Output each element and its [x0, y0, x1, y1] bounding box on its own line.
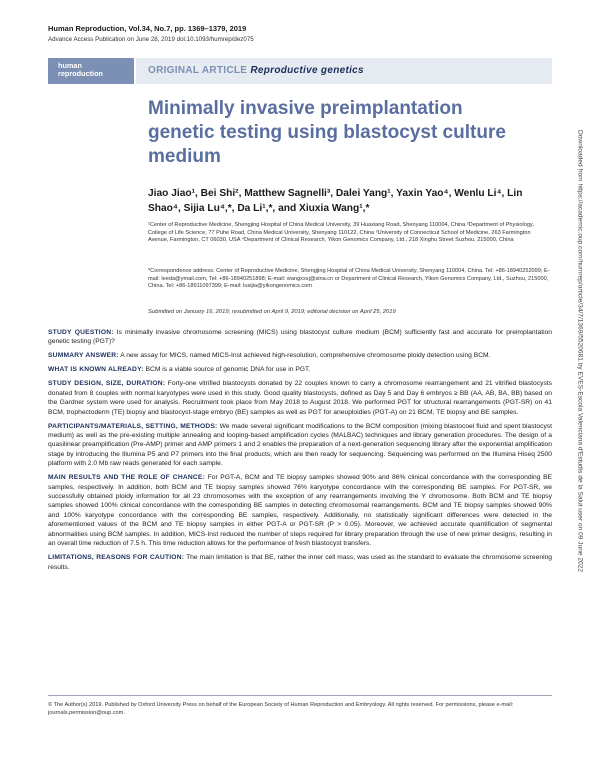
abstract-text: The main limitation is that BE, rather the inner cell mass, was used as the standard to evaluate the chromosome screening results.: [48, 554, 553, 571]
correspondence: *Correspondence address. Center of Reproductive Medicine, Shengjing Hospital of China Medical University, Shenyang 110004, China. Tel: +86-18940252099; E-mail: leeda@ymail.com, Tel: +86-18940251898; E-mail: wangxxsj@sina.cn or Department of Clinical Research, Yikon Genomics Company, Ltd., Suzhou, 215000, China. Tel: +86-18911097399; E-mail: lusijia@yikongenomics.com: [148, 268, 550, 290]
article-category: Reproductive genetics: [250, 65, 364, 76]
journal-logo: [48, 58, 134, 84]
abstract-section: [48, 365, 552, 374]
download-watermark-text: Downloaded from https://academic.oup.com/humrep/article/34/7/1369/5520681 by EVES-Escola Valenciana d'Estudis de la Salut user on 09 June 2022: [576, 130, 584, 573]
journal-citation: Human Reproduction, Vol.34, No.7, pp. 1369–1379, 2019: [48, 24, 247, 33]
abstract-label: PARTICIPANTS/MATERIALS, SETTING, METHODS:: [48, 422, 218, 430]
abstract-text: Forty-one vitrified blastocysts donated by 22 couples known to carry a chromosome rearrangement and 21 vitrified blastocysts donated from 8 couples with normal karyotypes were used in this study. Good quality blastocysts, defined as Day 5 and Day 6 embryos ≥ BB (AA, AB, BA, BB) based on the Gardner system were used for analysis. Recruitment took place from May 2018 to August 2018. We performed PGT for structural rearrangements (PGT-SR) on 41 BCM, trophectoderm (TE) biopsy and blastocyst-stage embryo (BE) samples as well as PGT for aneuploidies (PGT-A) on 21 BCM, TE biopsy and BE samples.: [48, 380, 552, 416]
abstract-label: LIMITATIONS, REASONS FOR CAUTION:: [48, 554, 185, 562]
footer-divider: [48, 695, 552, 696]
abstract-label: SUMMARY ANSWER:: [48, 352, 119, 360]
abstract-text: We made several significant modifications to the BCM composition (mixing blastocoel fluid and spent blastocyst medium) as well as the pre-existing multiple annealing and looping-based amplification cycles (MALBAC) techniques and library generation procedures. The design of a quasilinear preamplification (Pre-AMP) primer and AMP primers 1 and 2 enables the preparation of a next-generation sequencing library after the exponential amplification stage by introducing the Illumina P5 and P7 primers into the final products, which are then ready for sequencing. Sequencing was performed on the Illumina Hiseq 2500 platform with 2.0 Mb raw reads generated for each sample.: [48, 422, 553, 468]
submission-dates: Submitted on January 16, 2019; resubmitted on April 9, 2019; editorial decision on April 25, 2019: [148, 309, 396, 315]
abstract-section: [48, 328, 552, 347]
abstract-section: [48, 422, 552, 469]
download-watermark: [567, 130, 593, 690]
copyright-notice: © The Author(s) 2019. Published by Oxford University Press on behalf of the European Society of Human Reproduction and Embryology. All rights reserved. For permissions, please e-mail: journals.permission@oup.com.: [48, 702, 514, 716]
article-title: Minimally invasive preimplantation genetic testing using blastocyst culture medium: [148, 98, 506, 167]
abstract-text: Is minimally invasive chromosome screening (MICS) using blastocyst culture medium (BCM) sufficiently fast and accurate for preimplantation genetic testing (PGT)?: [48, 329, 553, 346]
abstract-section: [48, 351, 552, 360]
abstract-section: [48, 553, 552, 572]
logo-line-2: reproduction: [58, 69, 103, 78]
abstract-section: [48, 473, 552, 548]
advance-access-doi: Advance Access Publication on June 28, 2019 doi:10.1093/humrep/dez075: [48, 36, 254, 43]
structured-abstract: [48, 328, 552, 577]
abstract-label: STUDY DESIGN, SIZE, DURATION:: [48, 380, 166, 388]
abstract-label: MAIN RESULTS AND THE ROLE OF CHANCE:: [48, 474, 206, 482]
abstract-text: BCM is a viable source of genomic DNA for use in PGT.: [145, 366, 311, 374]
abstract-section: [48, 379, 552, 417]
abstract-label: WHAT IS KNOWN ALREADY:: [48, 366, 144, 374]
author-list: Jiao Jiao¹, Bei Shi², Matthew Sagnelli³, Dalei Yang¹, Yaxin Yao⁴, Wenlu Li⁴, Lin Shao⁴, Sijia Lu⁴,*, Da Li¹,*, and Xiuxia Wang¹,*: [148, 188, 523, 214]
article-type: [148, 65, 364, 76]
logo-line-1: human: [58, 61, 82, 70]
article-type-label: ORIGINAL ARTICLE: [148, 65, 248, 76]
abstract-label: STUDY QUESTION:: [48, 329, 114, 336]
abstract-text: For PGT-A, BCM and TE biopsy samples showed 90% and 86% clinical concordance with the corresponding BE samples, respectively. In addition, both BCM and TE biopsy samples showed 76% karyotype concordance with the corresponding BE samples. For PGT-SR, we successfully obtained ploidy information for all 23 chromosomes with the exception of any rearrangements involving the Y chromosome. Both BCM and TE biopsy samples showed 100% clinical concordance with the corresponding BE samples in detecting chromosomal rearrangements. BCM and TE biopsy samples showed 90% and 100% karyotype concordance with the corresponding BE samples, respectively. Additionally, no statistically significant differences were detected in the aforementioned values of the BCM and TE biopsy samples in either PGT-A or PGT-SR (P > 0.05). Moreover, we achieved accurate quantification of segmental abnormalities using BCM samples. In addition, MICS-Inst reduced the number of steps required for library preparation through the use of new primer designs, resulting in an overall time reduction of 7.5 h. This time reduction allows for the performance of fresh blastocyst transfers.: [48, 474, 552, 548]
abstract-text: A new assay for MICS, named MICS-Inst achieved high-resolution, comprehensive chromosome ploidy detection using BCM.: [120, 352, 491, 360]
affiliations: ¹Center of Reproductive Medicine, Shengjing Hospital of China Medical University, 39 Huaxiang Road, Shenyang 110004, China ²Department of Physiology, College of Life Science, 77 Puhe Road, China Medical University, Shenyang 110122, China ³University of Connecticut School of Medicine, 263 Farmington Avenue, Farmington, CT 06030, USA ⁴Department of Clinical Research, Yikon Genomics Company, Ltd., 218 Xinghu Street Suzhou, 215000, China: [148, 222, 534, 244]
